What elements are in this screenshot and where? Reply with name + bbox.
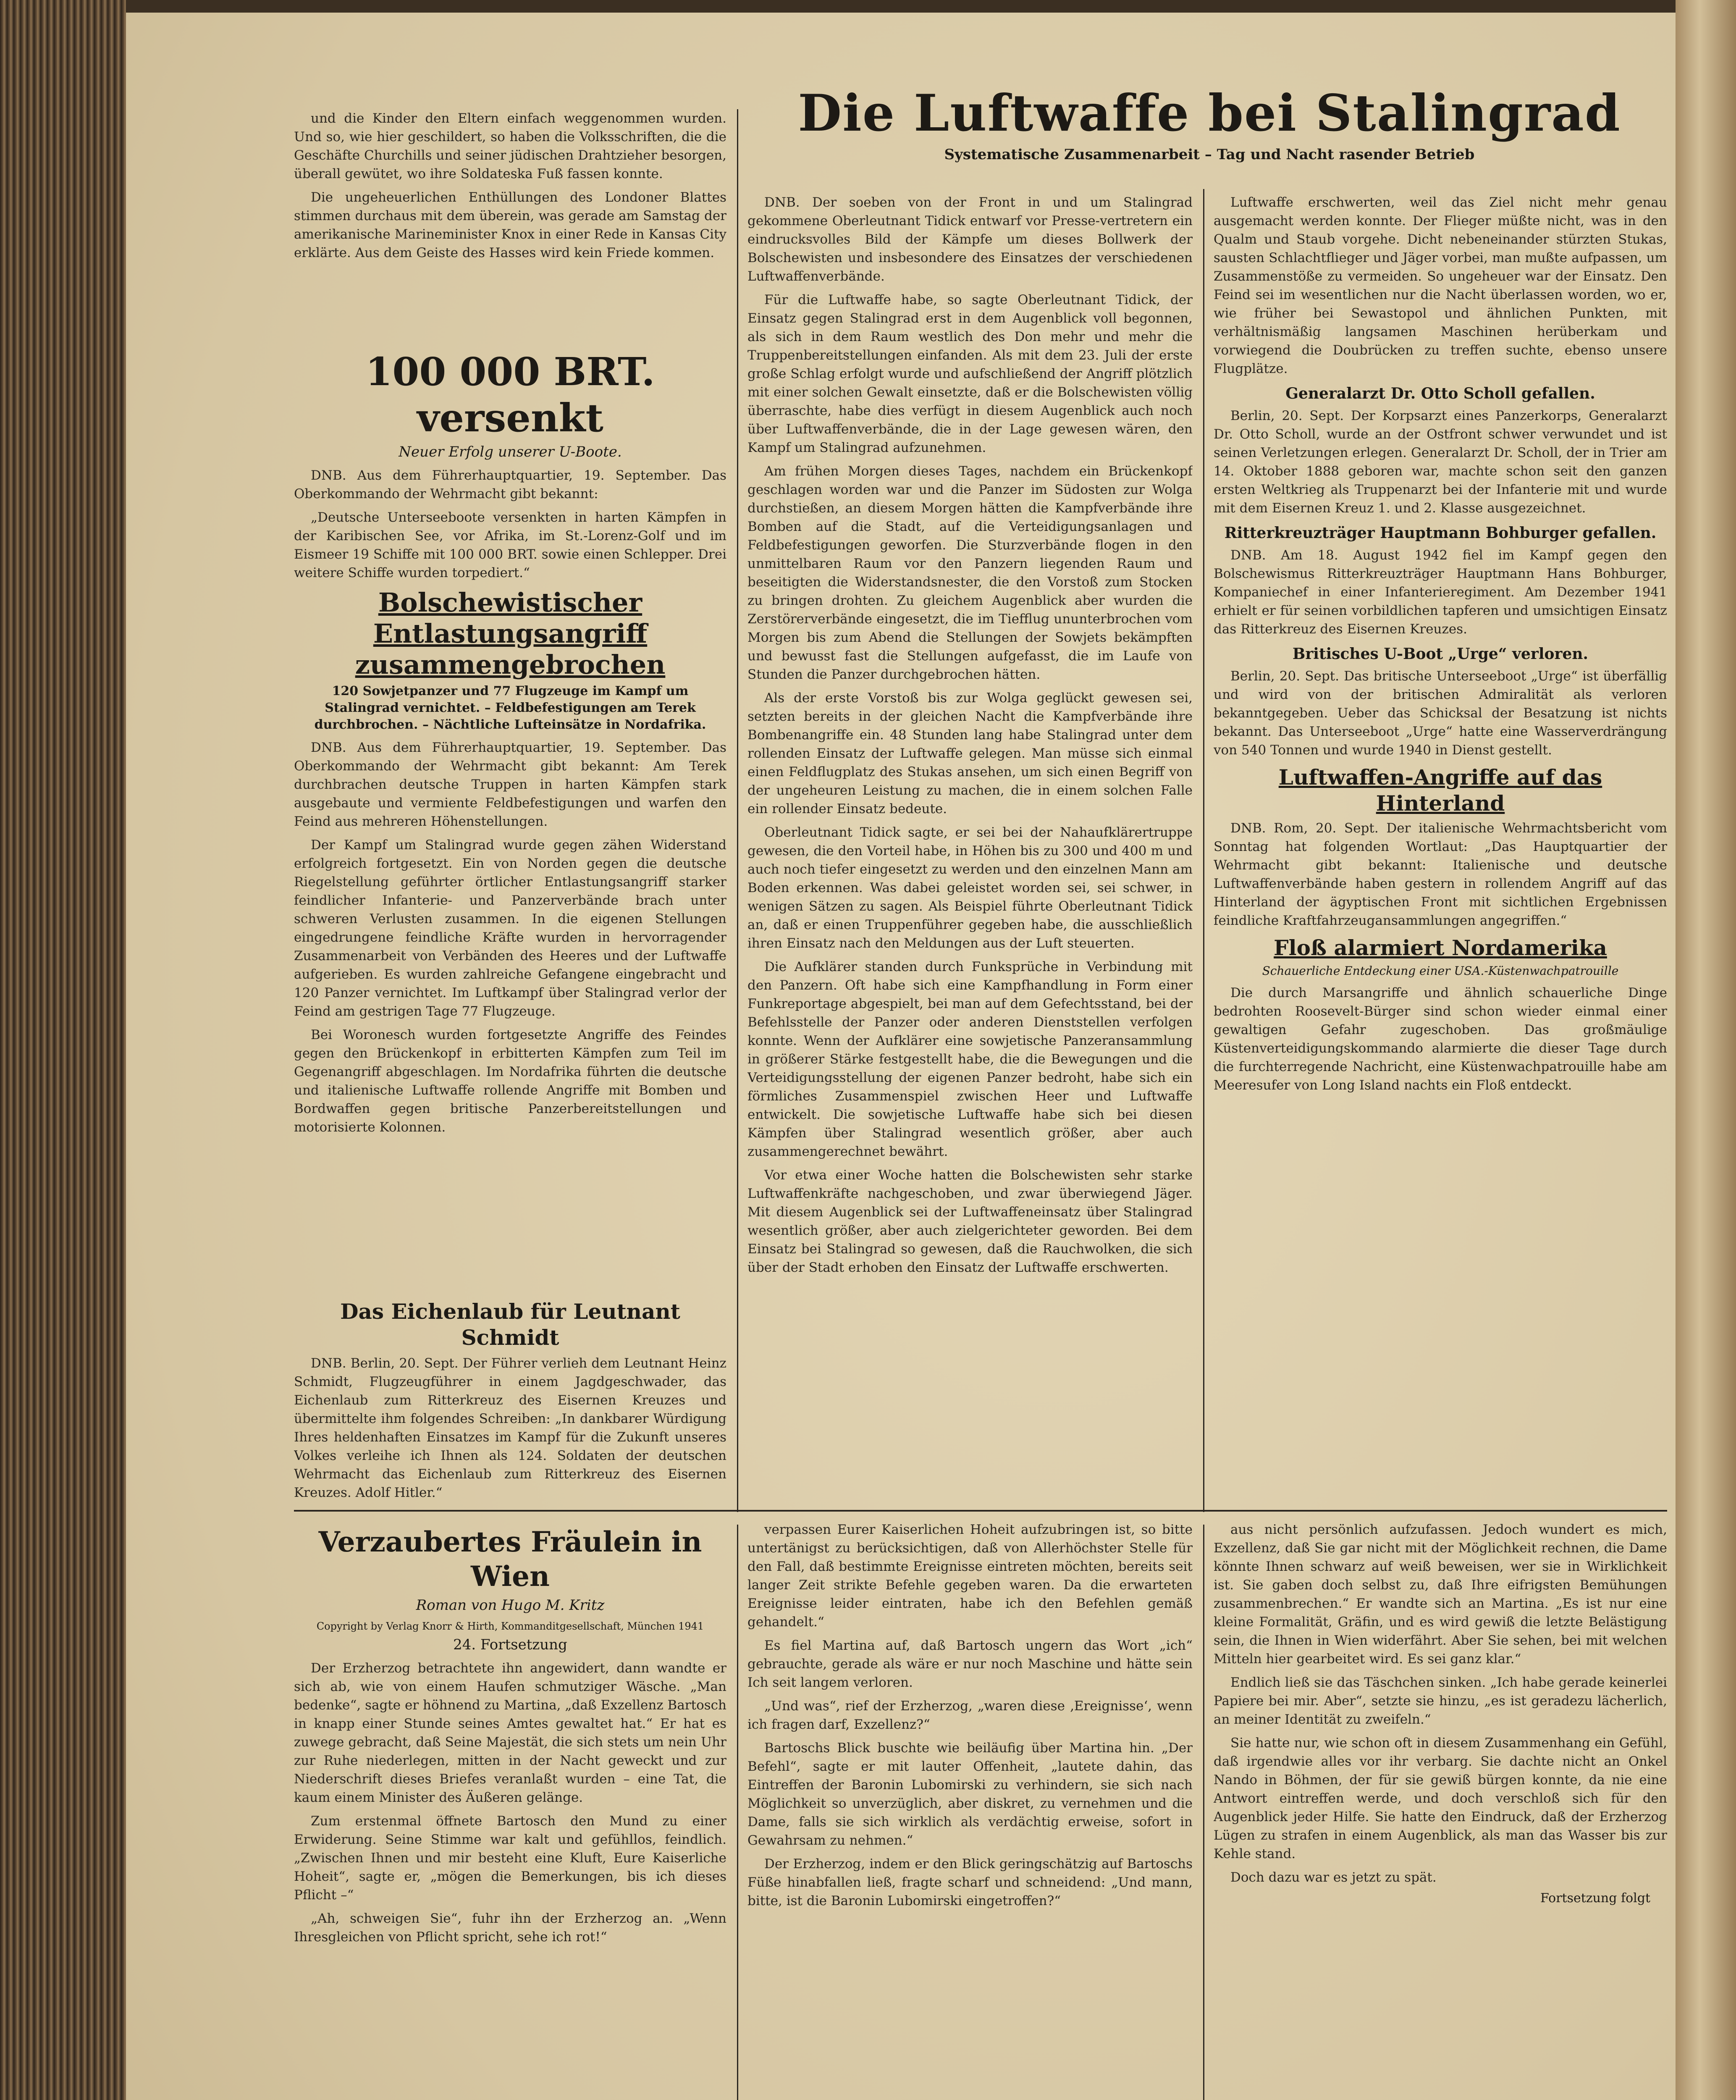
feuilleton-divider: [294, 1510, 1667, 1512]
roman-text-right: aus nicht persönlich aufzufassen. Jedoch wundert es mich, Exzellenz, daß Sie gar nicht mit der Möglichkeit rechnen, die Dame könnte Ihnen schwarz auf weiß beweisen, wer sie in Wirklichkeit ist. Sie gaben doch selbst zu, daß Ihre eifrigsten Bemühungen zusammenbrechen.“ Er wandte sich an Martina. „Es ist nur eine kleine Formalität, Gräfin, und es wird gewiß die letzte Belästigung sein, die Ihnen in Wien widerfährt. Aber Sie sehen, bei mit welchen Mitteln hier gearbeitet wird. Es sei ganz klar.“ Endlich ließ sie das Täschchen sinken. „Ich habe gerade keinerlei Papiere bei mir. Aber“, setzte sie hinzu, „es ist geradezu lächerlich, an meiner Identität zu zweifeln.“ Sie hatte nur, wie schon oft in diesem Zusammenhang ein Gefühl, daß irgendwie alles vor ihr verbarg. Sie dachte nicht an Onkel Nando in Böhmen, der für sie gewiß bürgen konnte, da nie eine Antwort eintreffen werde, und doch verschloß sich für den Augenblick jeder Hilfe. Sie hatte den Eindruck, daß der Erzherzog Lügen zu strafen in einem Augenblick, als man das Wasser bis zur Kehle stand. Doch dazu war es jetzt zu spät.: [1214, 1522, 1667, 1885]
main-headline-block: [747, 84, 1671, 189]
brt-headline: 100 000 BRT. versenkt: [365, 349, 655, 441]
newspaper-page: [126, 13, 1676, 2100]
ritterkreuz-text: DNB. Am 18. August 1942 fiel im Kampf gegen den Bolschewismus Ritterkreuzträger Hauptmann Hans Bohburger, Kompaniechef in einer Infanterieregiment. Am Dezember 1941 erhielt er für seinen vorbildlichen tapferen und umsichtigen Einsatz das Ritterkreuz des Eisernen Kreuzes.: [1214, 548, 1667, 637]
hinterland-headline: Luftwaffen-Angriffe auf das Hinterland: [1278, 765, 1602, 816]
left-column-top-text: und die Kinder den Eltern einfach weggenommen wurden. Und so, wie hier geschildert, so haben die Volksschriften, die die Geschäfte Churchills und seiner jüdischen Drahtzieher besorgen, überall gewütet, wo ihre Soldateska Fuß fassen konnte. Die ungeheuerlichen Enthüllungen des Londoner Blattes stimmen durchaus mit dem überein, was gerade am Samstag der amerikanische Marineminister Knox in einer Rede in Kansas City erklärte. Aus dem Geiste des Hasses wird kein Friede kommen.: [294, 111, 726, 260]
main-headline: Die Luftwaffe bei Stalingrad: [798, 84, 1621, 143]
main-subheadline: Systematische Zusammenarbeit – Tag und Nacht rasender Betrieb: [944, 146, 1475, 163]
uboot-text: Berlin, 20. Sept. Das britische Unterseeboot „Urge“ ist überfällig und wird von der britischen Admiralität als verloren bekanntgegeben. Ueber das Schicksal der Besatzung ist nichts bekannt. Das Unterseeboot „Urge“ hatte eine Wasserverdrängung von 540 Tonnen und wurde 1940 in Dienst gestellt.: [1214, 669, 1667, 758]
roman-text-left: Der Erzherzog betrachtete ihn angewidert, dann wandte er sich ab, wie von einem Haufen schmutziger Wäsche. „Man bedenke“, sagte er höhnend zu Martina, „daß Exzellenz Bartosch in knapp einer Stunde seines Amtes gewaltet hat.“ Er hat es zuwege gebracht, daß Seine Majestät, die sich stets um nein Uhr zur Ruhe niederlegen, mitten in der Nacht geweckt und zur Niederschrift dieses Briefes veranlaßt wurden – eine Tat, die kaum einem Minister des Äußeren gelänge. Zum erstenmal öffnete Bartosch den Mund zu einer Erwiderung. Seine Stimme war kalt und gefühllos, feindlich. „Zwischen Ihnen und mir besteht eine Kluft, Eure Kaiserliche Hoheit“, sagte er, „mögen die Bemerkungen, bis ich dieses Pflicht –“ „Ah, schweigen Sie“, fuhr ihn der Erzherzog an. „Wenn Ihresgleichen von Pflicht spricht, sehe ich rot!“: [294, 1661, 726, 1945]
brt-text: DNB. Aus dem Führerhauptquartier, 19. September. Das Oberkommando der Wehrmacht gibt bekannt: „Deutsche Unterseeboote versenkten in harten Kämpfen in der Karibischen See, vor Afrika, im St.-Lorenz-Golf und im Eismeer 19 Schiffe mit 100 000 BRT. sowie einen Schlepper. Drei weitere Schiffe wurden torpediert.“: [294, 466, 726, 582]
right-column-top-text: Luftwaffe erschwerten, weil das Ziel nicht mehr genau ausgemacht werden konnte. Der Flieger müßte nicht, was in den Qualm und Staub vorgehe. Dicht nebeneinander stürzten Stukas, sausten Schlachtflieger und Jäger vorbei, man mußte aufpassen, um Zusammenstöße zu vermeiden. So ungeheuer war der Einsatz. Den Feind sei im wesentlichen nur die Nacht überlassen worden, wo er, wie früher bei Sewastopol und ähnlichen Punkten, mit verhältnismäßig langsamen Maschinen herüberkam und vorwiegend die Doubrücken zu treffen suchte, ebenso unsere Flugplätze.: [1214, 195, 1667, 376]
uboot-headline: Britisches U-Boot „Urge“ verloren.: [1292, 645, 1589, 663]
right-column: [1214, 193, 1667, 1504]
brt-subheadline: Neuer Erfolg unserer U-Boote.: [399, 444, 622, 460]
roman-installment: 24. Fortsetzung: [453, 1636, 567, 1653]
entlastung-text: DNB. Aus dem Führerhauptquartier, 19. September. Das Oberkommando der Wehrmacht gibt bekannt: Am Terek durchbrachen deutsche Truppen in harten Kämpfen stark ausgebaute und vermiente Feldbefestigungen und warfen den Feind aus mehreren Höhenstellungen. Der Kampf um Stalingrad wurde gegen zähen Widerstand erfolgreich fortgesetzt. Ein von Norden gegen die deutsche Riegelstellung geführter örtlicher Entlastungsangriff starker feindlicher Infanterie- und Panzerverbände brach unter schweren Verlusten zusammen. In die eigenen Stellungen eingedrungene feindliche Kräfte wurden in hervorragender Zusammenarbeit von Verbänden des Heeres und der Luftwaffe aufgerieben. Es wurden zahlreiche Gefangene eingebracht und 120 Panzer vernichtet. Im Luftkampf über Stalingrad verlor der Feind am gestrigen Tage 77 Flugzeuge. Bei Woronesch wurden fortgesetzte Angriffe des Feindes gegen den Brückenkopf in erbitterten Kämpfen zum Teil im Gegenangriff abgeschlagen. Im Nordafrika führten die deutsche und italienische Luftwaffe rollende Angriffe mit Bomben und Bordwaffen gegen britische Panzerbereitstellungen und motorisierte Kolonnen.: [294, 740, 726, 1135]
middle-column: [747, 193, 1193, 1504]
floss-headline: Floß alarmiert Nordamerika: [1274, 935, 1607, 960]
roman-column-middle: [747, 1520, 1193, 2100]
roman-copyright: Copyright by Verlag Knorr & Hirth, Kommanditgesellschaft, München 1941: [316, 1620, 704, 1632]
hinterland-text: DNB. Rom, 20. Sept. Der italienische Wehrmachtsbericht vom Sonntag hat folgenden Wortlaut: „Das Hauptquartier der Wehrmacht gibt bekannt: Italienische und deutsche Luftwaffenverbände haben gestern in rollendem Angriff auf das Hinterland der ägyptischen Front mit sichtlichen Ergebnissen feindliche Kraftfahrzeugansammlungen angegriffen.“: [1214, 821, 1667, 928]
main-article-text: DNB. Der soeben von der Front in und um Stalingrad gekommene Oberleutnant Tidick entwarf vor Presse-vertretern ein eindrucksvolles Bild der Kämpfe um dieses Bollwerk der Bolschewisten und insbesondere des Einsatzes der verschiedenen Luftwaffenverbände. Für die Luftwaffe habe, so sagte Oberleutnant Tidick, der Einsatz gegen Stalingrad erst in dem Augenblick voll begonnen, als sich in dem Raum westlich des Don mehr und mehr die Truppenbereitstellungen einfanden. Als mit dem 23. Juli der erste große Schlag erfolgt wurde und aufschließend der Angriff plötzlich mit einer solchen Gewalt einsetzte, daß er die Bolschewisten völlig überraschte, habe dies verfügt in diesem Augenblick auch noch über Luftwaffenverbände, die in der Lage gewesen wären, den Kampf um Stalingrad aufzunehmen. Am frühen Morgen dieses Tages, nachdem ein Brückenkopf geschlagen worden war und die Panzer im Südosten zur Wolga durchstießen, an diesem Morgen hätten die Kampfverbände ihre Bomben auf die Stadt, auf die Verteidigungsanlagen und Feldbefestigungen geworfen. Die Sturzverbände flogen in den unmittelbaren Raum vor den Panzern liegenden Raum und beseitigten die Widerstandsnester, die den Vorstoß zum Stocken zu bringen drohten. Zu gleichem Augenblick aber wurden die Zerstörerverbände eingesetzt, die im Tiefflug ununterbrochen vom Morgen bis zum Abend die Stellungen der Sowjets bekämpften und bewusst fast die Stellungen aufgefasst, die im Laufe von Stunden die Panzer durchgebrochen hätten. Als der erste Vorstoß bis zur Wolga geglückt gewesen sei, setzten bereits in der gleichen Nacht die Kampfverbände ihre Bombenangriffe ein. 48 Stunden lang habe Stalingrad unter dem rollenden Einsatz der Luftwaffe gelegen. Man müsse sich einmal einen Feldflugplatz des Stukas ansehen, um sich einen Begriff von der ungeheuren Leistung zu machen, die in einem solchen Falle ein rollender Einsatz bedeute. Oberleutnant Tidick sagte, er sei bei der Nahaufklärertruppe gewesen, die den Vorteil habe, in Höhen bis zu 300 und 400 m und auch noch tiefer eingesetzt zu werden und den einzelnen Mann am Boden erkennen. Was dabei geleistet worden sei, sei schwer, in wenigen Sätzen zu sagen. Als Beispiel führte Oberleutnant Tidick an, daß er einen Truppenführer gegeben habe, die ausschließlich ihren Einsatz nach den Meldungen aus der Luft steuerten. Die Aufklärer standen durch Funksprüche in Verbindung mit den Panzern. Oft habe sich eine Kampfhandlung in Form einer Funkreportage abgespielt, bei man auf dem Gefechtsstand, bei der Befehlsstelle der Panzer oder anderen Dienststellen verfolgen konnte. Wenn der Aufklärer eine sowjetische Panzeransammlung in größerer Stärke festgestellt habe, die die Bewegungen und die Verteidigungsstellung der eigenen Panzer bedroht, habe sich ein förmliches Zusammenspiel zwischen Heer und Luftwaffe entwickelt. Die sowjetische Luftwaffe habe sich bei diesen Kämpfen über Stalingrad wesentlich größer, aber auch zusammengerechnet bewährt. Vor etwa einer Woche hatten die Bolschewisten sehr starke Luftwaffenkräfte nachgeschoben, und zwar überwiegend Jäger. Mit diesem Augenblick sei der Luftwaffeneinsatz über Stalingrad wesentlich größer, aber auch zielgerichteter geworden. Bei dem Einsatz bei Stalingrad so gewesen, daß die Rauchwolken, die sich über der Stadt erhoben den Einsatz der Luftwaffe erschwerten.: [747, 193, 1193, 1277]
generalarzt-text: Berlin, 20. Sept. Der Korpsarzt eines Panzerkorps, Generalarzt Dr. Otto Scholl, wurde an der Ostfront schwer verwundet und ist seinen Verletzungen erlegen. Generalarzt Dr. Scholl, der in Trier am 14. Oktober 1888 geboren war, machte schon seit den ganzen ersten Weltkrieg als Truppenarzt bei der Infanterie mit und wurde mit dem Eisernen Kreuz 1. und 2. Klasse ausgezeichnet.: [1214, 408, 1667, 516]
roman-text-middle: verpassen Eurer Kaiserlichen Hoheit aufzubringen ist, so bitte untertänigst zu berücksichtigen, daß von Allerhöchster Stelle für den Fall, daß bestimmte Ereignisse eintreten möchten, bereits seit langer Zeit strikte Befehle gegeben waren. Da die erwarteten Ereignisse leider eintraten, habe ich den Befehlen gemäß gehandelt.“ Es fiel Martina auf, daß Bartosch ungern das Wort „ich“ gebrauchte, gerade als wäre er nur noch Maschine und hätte sein Ich seit langem verloren. „Und was“, rief der Erzherzog, „waren diese ‚Ereignisse‘, wenn ich fragen darf, Exzellenz?“ Bartoschs Blick buschte wie beiläufig über Martina hin. „Der Befehl“, sagte er mit lauter Offenheit, „lautete dahin, das Eintreffen der Baronin Lubomirski zu verhindern, sie sich nach Möglichkeit so unverzüglich, aber diskret, zu vernehmen und die Dame, falls sie sich wirklich als verdächtig erweise, sofort in Gewahrsam zu nehmen.“ Der Erzherzog, indem er den Blick geringschätzig auf Bartoschs Füße hinabfallen ließ, fragte scharf und schneidend: „Und mann, bitte, ist die Baronin Lubomirski eingetroffen?“: [747, 1522, 1193, 1908]
eichenlaub-text: DNB. Berlin, 20. Sept. Der Führer verlieh dem Leutnant Heinz Schmidt, Flugzeugführer in einem Jagdgeschwader, das Eichenlaub zum Ritterkreuz des Eisernen Kreuzes und übermittelte ihm folgendes Schreiben: „In dankbarer Würdigung Ihres heldenhaften Einsatzes im Kampf für die Zukunft unseres Volkes verleihe ich Ihnen als 124. Soldaten der deutschen Wehrmacht das Eichenlaub zum Ritterkreuz des Eisernen Kreuzes. Adolf Hitler.“: [294, 1356, 726, 1500]
roman-byline: Roman von Hugo M. Kritz: [416, 1597, 605, 1614]
column-rule-left: [737, 109, 738, 1512]
roman-footer: Fortsetzung folgt: [1540, 1891, 1650, 1906]
main-article-intro: DNB. Der soeben von der Front in und um Stalingrad gekommene Oberleutnant Tidick entwarf vor Presse-vertretern ein eindrucksvolles Bild der Kämpfe um dieses Bollwerk der Bolschewisten und insbesondere des Einsatzes der verschiedenen Luftwaffenverbände.: [747, 195, 1193, 284]
brt-lead: DNB. Aus dem Führerhauptquartier, 19. September. Das Oberkommando der Wehrmacht gibt bekannt:: [294, 468, 726, 501]
column-rule-bottom-left: [737, 1525, 738, 2100]
column-rule-bottom-right: [1203, 1525, 1204, 2100]
floss-subheadline: Schauerliche Entdeckung einer USA.-Küstenwachpatrouille: [1262, 964, 1619, 978]
column-rule-middle: [1203, 189, 1204, 1512]
entlastung-subheadline: 120 Sowjetpanzer und 77 Flugzeuge im Kampf um Stalingrad vernichtet. – Feldbefestigungen am Terek durchbrochen. – Nächtliche Lufteinsätze in Nordafrika.: [314, 684, 706, 732]
entlastung-headline: Bolschewistischer Entlastungsangriff zusammengebrochen: [355, 587, 666, 680]
generalarzt-headline: Generalarzt Dr. Otto Scholl gefallen.: [1285, 385, 1595, 402]
next-page-edge: [1676, 0, 1736, 2100]
floss-text: Die durch Marsangriffe und ähnlich schauerliche Dinge bedrohten Roosevelt-Bürger sind schon wieder einmal einer gewaltigen Gefahr zugeschoben. Das großmäulige Küstenverteidigungskommando alarmierte die dieser Tage durch die furchterregende Nachricht, eine Küstenwachpatrouille habe am Meeresufer von Long Island nachts ein Floß entdeckt.: [1214, 985, 1667, 1093]
book-binding: [0, 0, 126, 2100]
eichenlaub-headline: Das Eichenlaub für Leutnant Schmidt: [340, 1299, 680, 1350]
roman-column-right: [1214, 1520, 1667, 2100]
left-column: [294, 109, 726, 1504]
roman-headline: Verzaubertes Fräulein in Wien: [318, 1525, 702, 1593]
roman-column-left: [294, 1520, 726, 2100]
ritterkreuz-headline: Ritterkreuzträger Hauptmann Bohburger gefallen.: [1224, 524, 1657, 542]
